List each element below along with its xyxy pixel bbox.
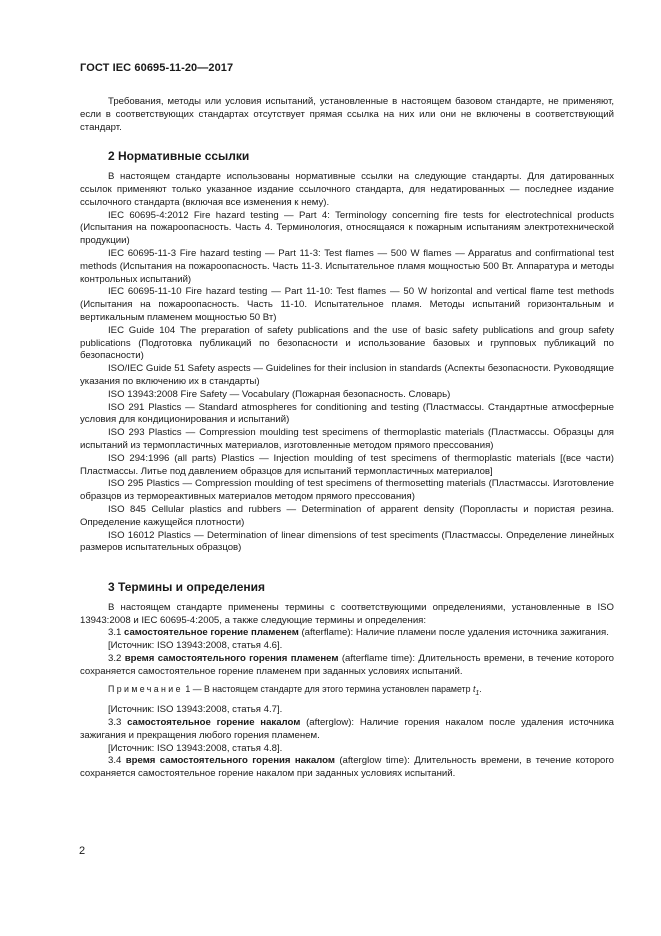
note-1: Примечание 1 — В настоящем стандарте для этого термина установлен параметр $t_1$. <box>108 683 482 697</box>
term-3-1-name: самостоятельное горение пламенем <box>124 627 299 639</box>
reference-item: IEC 60695-11-10 Fire hazard testing — Part 11-10: Test flames — 50 W horizontal and vertical flame test methods (Испытания на пожароопасность. Часть 11-10. Испытательное пламя. Методы испытаний горизонтальным и вертикальным пламенем мощностью 50 Вт) <box>80 286 614 323</box>
term-3-4-name: время самостоятельного горения накалом <box>125 755 335 767</box>
term-3-2: 3.2 время самостоятельного горения пламенем (afterflame time): Длительность времени, в течение которого сохраняется самостоятельное горение пламенем при заданных условиях испытаний. <box>80 653 614 677</box>
term-3-3: 3.3 самостоятельное горение накалом (afterglow): Наличие горения накалом после удаления источника зажигания и прекращения любого горения пламенем. <box>80 717 615 741</box>
section-3-heading: 3 Термины и определения <box>108 580 266 595</box>
reference-item: В настоящем стандарте использованы нормативные ссылки на следующие стандарты. Для датированных ссылок применяют только указанное издание ссылочного стандарта, для недатированных — последнее издание ссылочного стандарта (включая все изменения к нему). <box>80 171 614 208</box>
reference-item: ISO/IEC Guide 51 Safety aspects — Guidelines for their inclusion in standards (Аспекты безопасности. Руководящие указания по включению их в стандарты) <box>80 363 614 387</box>
term-3-2-name: время самостоятельного горения пламенем <box>124 653 339 665</box>
terms-intro: В настоящем стандарте применены термины с соответствующими определениями, установленные в ISO 13943:2008 и IEC 60695-4:2005, а также следующие термины и определения: <box>80 601 614 626</box>
document-header: ГОСТ IEC 60695-11-20—2017 <box>80 62 234 74</box>
reference-item: ISO 291 Plastics — Standard atmospheres for conditioning and testing (Пластмассы. Стандартные атмосферные условия для кондиционирования и испытаний) <box>80 401 614 426</box>
term-3-2-source: [Источник: ISO 13943:2008, статья 4.7]. <box>108 704 283 716</box>
reference-item: ISO 293 Plastics — Compression moulding test specimens of thermoplastic materials (Пластмассы. Образцы для испытаний из термопластичных материалов, изготовленные методом прямого прессования) <box>80 427 614 451</box>
references-list <box>80 171 614 555</box>
reference-item: IEC Guide 104 The preparation of safety publications and the use of basic safety publications and group safety publications (Подготовка публикаций по безопасности и использование базовых и групповых публикаций по безопасности) <box>80 324 614 362</box>
page-number: 2 <box>79 845 86 857</box>
term-3-4: 3.4 время самостоятельного горения накалом (afterglow time): Длительность времени, в течение которого сохраняется самостоятельное горение накалом при заданных условиях испытаний. <box>80 755 615 780</box>
reference-item: IEC 60695-11-3 Fire hazard testing — Part 11-3: Test flames — 500 W flames — Apparatus and confirmational test methods (Испытания на пожароопасность. Часть 11-3. Испытательное пламя мощностью 500 Вт. Аппаратура и методы контрольных испытаний) <box>80 247 614 285</box>
section-2-heading: 2 Нормативные ссылки <box>108 149 250 164</box>
term-3-3-name: самостоятельное горение накалом <box>127 717 301 729</box>
reference-item: ISO 294:1996 (all parts) Plastics — Injection moulding of test specimens of thermoplastic materials [(все части) Пластмассы. Литье под давлением образцов для испытаний термопластичных материалов] <box>80 452 614 477</box>
reference-item: ISO 13943:2008 Fire Safety — Vocabulary (Пожарная безопасность. Словарь) <box>108 388 451 400</box>
reference-item: ISO 845 Cellular plastics and rubbers — Determination of apparent density (Поропласты и пористая резина. Определение кажущейся плотности) <box>80 503 614 528</box>
reference-item: ISO 16012 Plastics — Determination of linear dimensions of test speciments (Пластмассы. Определение линейных размеров испытательных образцов) <box>80 529 614 554</box>
intro-paragraph: Требования, методы или условия испытаний, установленные в настоящем базовом стандарте, не применяют, если в соответствующих стандартах отсутствует прямая ссылка на них или они не включены в соответствующий стандарт. <box>80 96 614 133</box>
term-3-3-source: [Источник: ISO 13943:2008, статья 4.8]. <box>108 742 283 754</box>
term-3-1: 3.1 самостоятельное горение пламенем (afterflame): Наличие пламени после удаления источника зажигания. <box>108 627 609 639</box>
term-3-1-source: [Источник: ISO 13943:2008, статья 4.6]. <box>108 640 283 652</box>
reference-item: ISO 295 Plastics — Compression moulding of test specimens of thermosetting materials (Пластмассы. Изготовление образцов из термореактивных материалов методом прямого прессования) <box>80 478 614 503</box>
reference-item: IEC 60695-4:2012 Fire hazard testing — Part 4: Terminology concerning fire tests for electrotechnical products (Испытания на пожароопасность. Часть 4. Терминология, относящаяся к пожарным испытаниям электротехнической продукции) <box>80 209 614 247</box>
document-body <box>80 96 614 781</box>
